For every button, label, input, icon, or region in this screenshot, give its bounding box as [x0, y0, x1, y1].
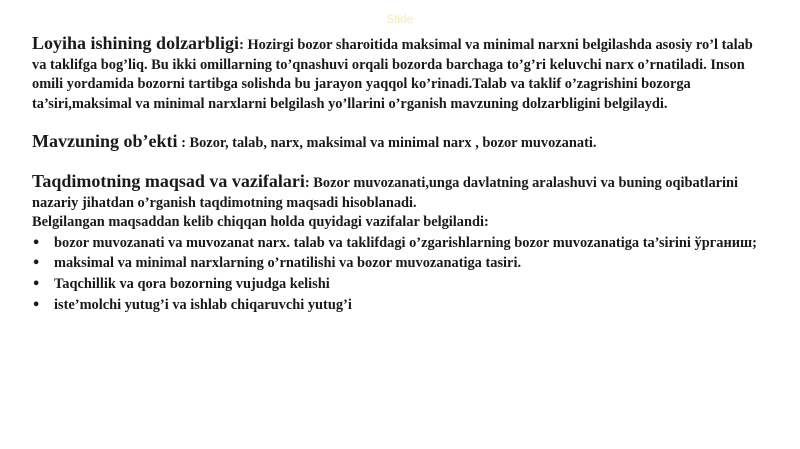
section-goals-separator: : — [304, 174, 314, 191]
slide-content — [32, 34, 762, 316]
section-object — [32, 132, 762, 154]
section-object-separator: : — [177, 135, 190, 152]
section-relevance-heading: Loyiha ishining dolzarbligi — [32, 33, 240, 53]
list-item — [32, 275, 762, 295]
list-item-text: bozor muvozanati va muvozanat narx. talab va taklifdagi o’zgarishlarning bozor muvozanatiga ta’sirini ўрганиш; — [54, 234, 757, 251]
list-item — [32, 254, 762, 274]
bullet-icon: • — [32, 297, 41, 313]
section-goals-paragraph — [32, 172, 762, 213]
slide-title-faint: Slide — [386, 12, 414, 26]
bullet-icon: • — [32, 256, 41, 272]
section-goals-text: Bozor muvozanati,unga davlatning aralashuvi va buning oqibatlarini nazariy jihatdan o’rganish taqdimotning maqsadi hisoblanadi. — [32, 174, 739, 211]
section-goals — [32, 172, 762, 315]
section-goals-heading: Taqdimotning maqsad va vazifalari — [32, 170, 305, 191]
section-goals-intro: Belgilangan maqsaddan kelib chiqqan holda quyidagi vazifalar belgilandi: — [32, 214, 489, 231]
list-item-text: iste’molchi yutug’i va ishlab chiqaruvchi yutug’i — [54, 296, 352, 313]
list-item — [32, 296, 762, 316]
section-relevance — [32, 34, 762, 114]
bullet-icon: • — [32, 235, 41, 251]
task-list — [32, 234, 762, 315]
section-relevance-separator: : — [239, 37, 248, 53]
bullet-icon: • — [32, 276, 41, 292]
list-item-text: Taqchillik va qora bozorning vujudga kelishi — [54, 275, 330, 292]
section-relevance-text: Hozirgi bozor sharoitida maksimal va minimal narxni belgilashda asosiy ro’l talab va taklifga bog’liq. Bu ikki omillarning to’qnashuvi orqali bozorda barchaga to’g’ri keluvchi narx o’rnatiladi. Inson omili yordamida bozorni tartibga solishda bu jarayon yaqqol ko’rinadi.Talab va taklif o’zagrishini bozorga ta’siri,maksimal va minimal narxlarni belgilash yo’llarini o’rganish mavzuning dolzarbligini belgilaydi. — [32, 37, 753, 112]
section-object-text: Bozor, talab, narx, maksimal va minimal narx , bozor muvozanati. — [189, 135, 597, 152]
section-object-heading: Mavzuning ob’ekti — [32, 131, 178, 152]
list-item — [32, 234, 762, 254]
list-item-text: maksimal va minimal narxlarning o’rnatilishi va bozor muvozanatiga tasiri. — [54, 255, 522, 272]
